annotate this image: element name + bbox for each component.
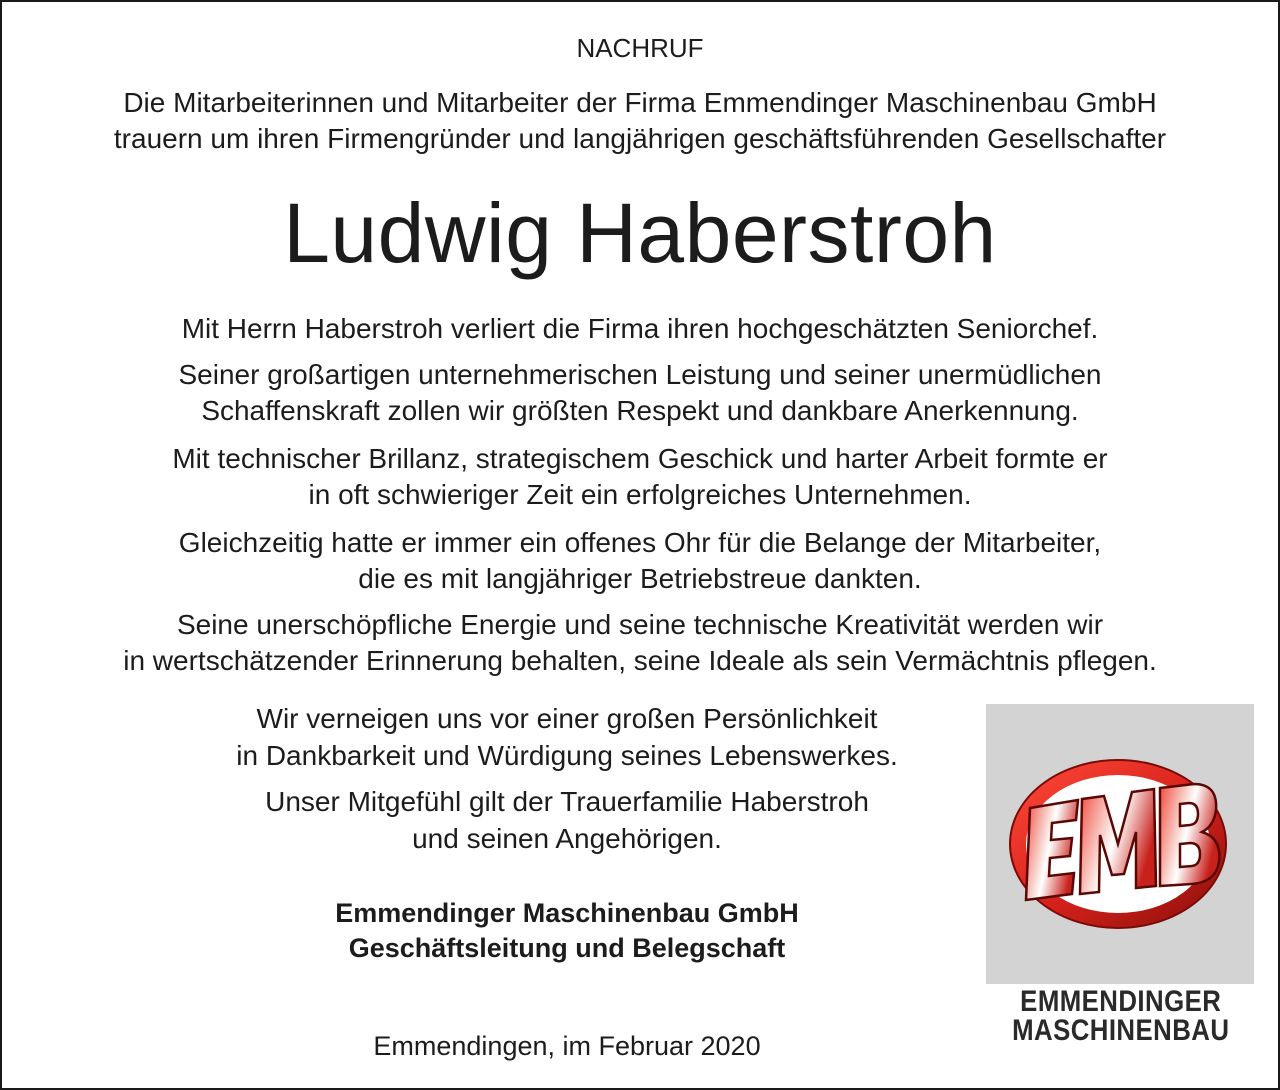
company-logo [986,704,1254,984]
closing-paragraph [152,783,982,857]
paragraph [2,441,1278,513]
paragraph-line: in oft schwieriger Zeit ein erfolgreiches Unternehmen. [308,479,972,510]
closing-paragraph [152,700,982,774]
logo-wordmark-line: MASCHINENBAU [1012,1014,1230,1047]
paragraph [2,607,1278,679]
intro-text [2,85,1278,157]
closing-line: und seinen Angehörigen. [412,823,722,854]
paragraph-line: Mit technischer Brillanz, strategischem Geschick und harter Arbeit formte er [172,443,1108,474]
place-date: Emmendingen, im Februar 2020 [373,1031,761,1061]
logo-letter-b [1160,784,1219,886]
paragraph-line: Seine unerschöpfliche Energie und seine technische Kreativität werden wir [176,609,1104,640]
paragraph-line: Mit Herrn Haberstroh verliert die Firma ihren hochgeschätzten Seniorchef. [181,313,1099,344]
intro-line: Die Mitarbeiterinnen und Mitarbeiter der Firma Emmendinger Maschinenbau GmbH [123,87,1157,118]
logo-letter-e [1026,800,1078,900]
emb-logo-icon [986,704,1254,984]
logo-wordmark [984,987,1257,1045]
closing-line: Unser Mitgefühl gilt der Trauerfamilie Haberstroh [265,786,869,817]
paragraph-line: Schaffenskraft zollen wir größten Respekt und dankbare Anerkennung. [201,395,1079,426]
paragraph-line: Seiner großartigen unternehmerischen Leistung und seiner unermüdlichen [178,359,1102,390]
paragraph-line: Gleichzeitig hatte er immer ein offenes Ohr für die Belange der Mitarbeiter, [178,527,1102,558]
signature-team: Geschäftsleitung und Belegschaft [348,933,786,963]
deceased-name: Ludwig Haberstroh [283,186,997,280]
paragraph-line: in wertschätzender Erinnerung behalten, seine Ideale als sein Vermächtnis pflegen. [123,645,1157,676]
paragraph [2,525,1278,597]
closing-line: in Dankbarkeit und Würdigung seines Lebenswerkes. [236,740,898,771]
signature-block [152,896,982,966]
notice-heading: NACHRUF [576,33,704,63]
signature-company: Emmendinger Maschinenbau GmbH [335,898,799,928]
logo-wordmark-line: EMMENDINGER [1020,985,1222,1018]
paragraph-line: die es mit langjähriger Betriebstreue dankten. [358,563,922,594]
intro-line: trauern um ihren Firmengründer und langjährigen geschäftsführenden Gesellschafter [113,123,1167,154]
closing-line: Wir verneigen uns vor einer großen Persönlichkeit [256,703,878,734]
paragraph [2,311,1278,347]
paragraph [2,357,1278,429]
